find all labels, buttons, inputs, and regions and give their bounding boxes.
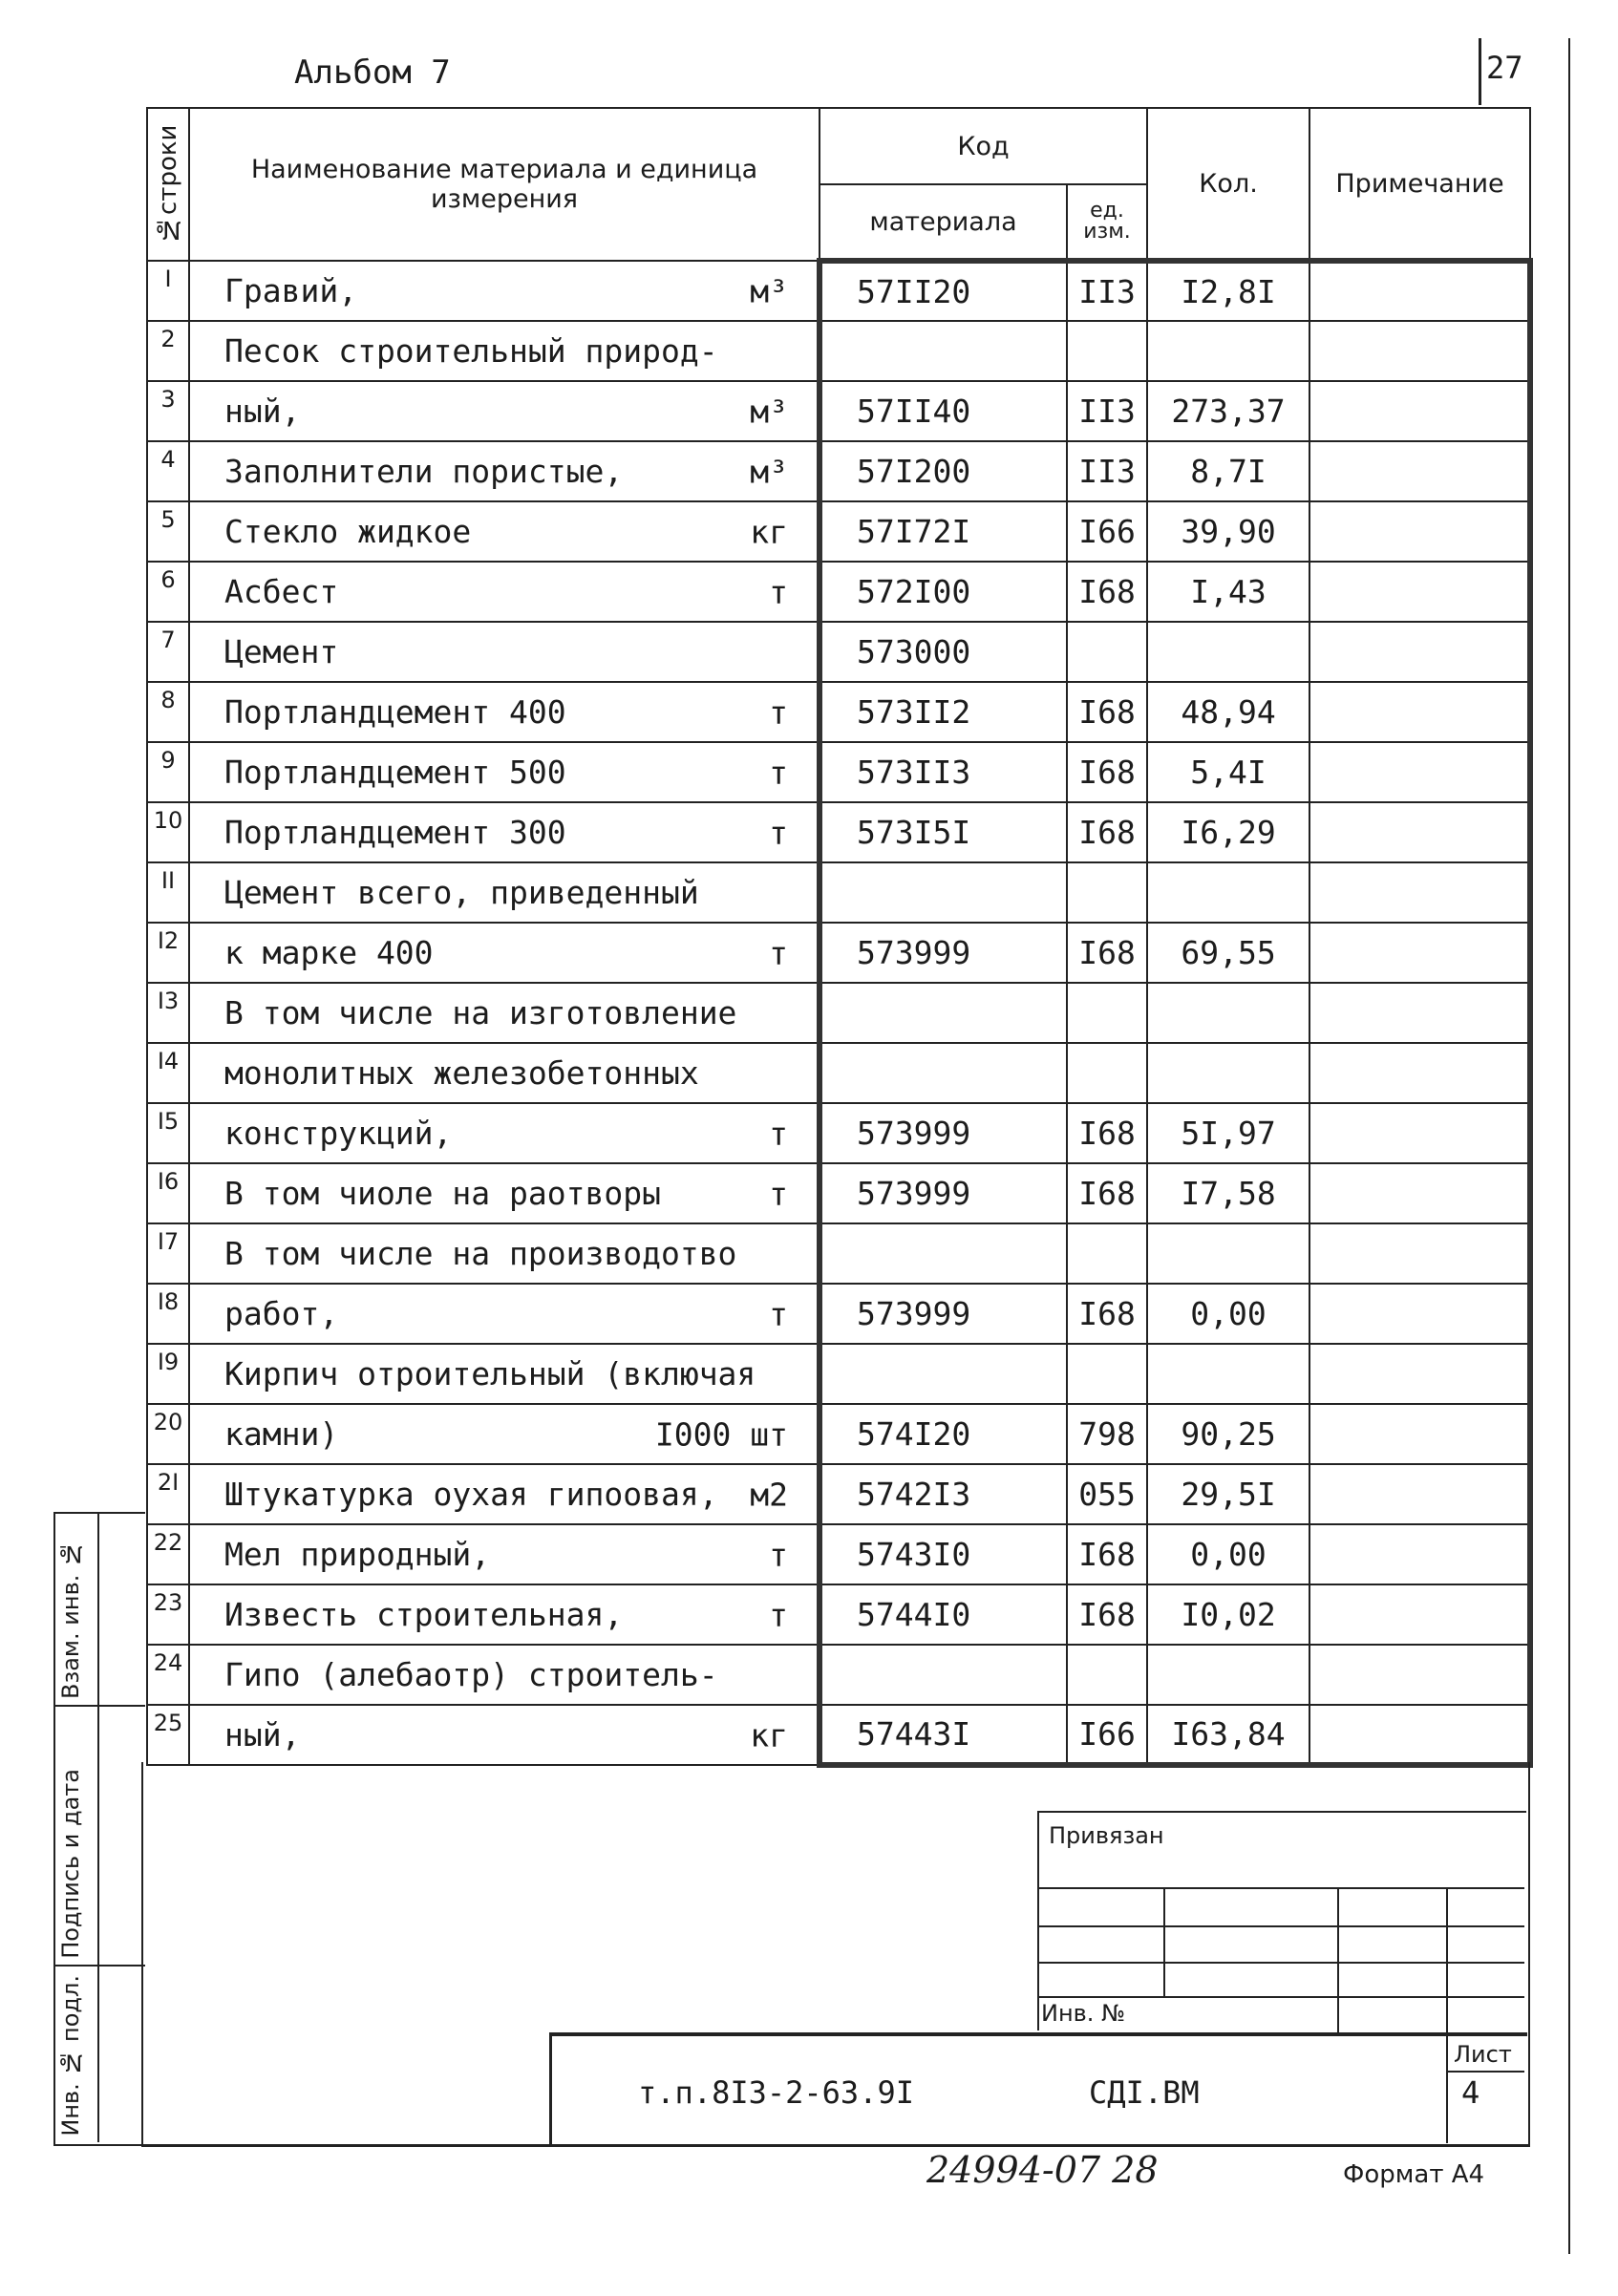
unit-code xyxy=(1067,983,1147,1043)
material-name: ный, xyxy=(224,393,301,430)
material-name: Гипо (алебаотр) строитель- xyxy=(224,1656,718,1693)
quantity xyxy=(1147,862,1309,923)
note xyxy=(1309,562,1530,622)
quantity: 90,25 xyxy=(1147,1404,1309,1464)
material-name-cell xyxy=(189,802,820,862)
material-name-cell xyxy=(189,1223,820,1284)
quantity xyxy=(1147,321,1309,381)
material-code: 5742I3 xyxy=(820,1464,1067,1524)
material-name: Песок строительный природ- xyxy=(224,332,718,370)
table-row xyxy=(147,441,1530,501)
quantity: 0,00 xyxy=(1147,1284,1309,1344)
unit-code: II3 xyxy=(1067,381,1147,441)
materials-table-body xyxy=(147,261,1530,1765)
quantity xyxy=(1147,1645,1309,1705)
materials-table xyxy=(146,107,1533,1768)
material-unit: м³ xyxy=(750,272,788,309)
stamp-signature-date xyxy=(55,1705,145,1966)
unit-code: I68 xyxy=(1067,1103,1147,1163)
quantity: I0,02 xyxy=(1147,1584,1309,1645)
stamp-signature-date-label: Подпись и дата xyxy=(57,1769,84,1959)
unit-code: I68 xyxy=(1067,923,1147,983)
note xyxy=(1309,1163,1530,1223)
row-number: I5 xyxy=(147,1103,189,1163)
material-name-cell xyxy=(189,501,820,562)
material-unit: т xyxy=(769,1536,788,1573)
table-row xyxy=(147,381,1530,441)
table-row xyxy=(147,1043,1530,1103)
material-code xyxy=(820,1223,1067,1284)
quantity: 5,4I xyxy=(1147,742,1309,802)
material-name-cell xyxy=(189,321,820,381)
material-name-cell xyxy=(189,562,820,622)
table-row xyxy=(147,1344,1530,1404)
row-number: I3 xyxy=(147,983,189,1043)
material-unit: т xyxy=(769,814,788,851)
material-code: 5744I0 xyxy=(820,1584,1067,1645)
material-name-cell xyxy=(189,1705,820,1765)
unit-code xyxy=(1067,1645,1147,1705)
stamp-replace-inv xyxy=(55,1514,145,1707)
material-name: Цемент xyxy=(224,633,339,670)
unit-code: II3 xyxy=(1067,261,1147,321)
row-number: 8 xyxy=(147,682,189,742)
stamp-inv-original xyxy=(55,1965,145,2142)
attachment-line xyxy=(1037,1925,1524,1927)
document-code: т.п.8I3-2-63.9I xyxy=(638,2074,914,2111)
attachment-divider xyxy=(1163,1887,1165,1996)
row-number: 25 xyxy=(147,1705,189,1765)
material-name-cell xyxy=(189,923,820,983)
material-name-cell xyxy=(189,862,820,923)
unit-code xyxy=(1067,862,1147,923)
note xyxy=(1309,261,1530,321)
unit-code: 798 xyxy=(1067,1404,1147,1464)
table-row xyxy=(147,1464,1530,1524)
table-row xyxy=(147,1404,1530,1464)
note xyxy=(1309,1464,1530,1524)
material-name-cell xyxy=(189,983,820,1043)
material-code xyxy=(820,1344,1067,1404)
material-code: 573I5I xyxy=(820,802,1067,862)
material-name-cell xyxy=(189,1043,820,1103)
material-code xyxy=(820,1043,1067,1103)
note xyxy=(1309,1344,1530,1404)
row-number: I2 xyxy=(147,923,189,983)
sheet-label: Лист xyxy=(1454,2041,1512,2068)
note xyxy=(1309,441,1530,501)
row-number: 2I xyxy=(147,1464,189,1524)
table-row xyxy=(147,1584,1530,1645)
material-name-cell xyxy=(189,1284,820,1344)
material-code: 57443I xyxy=(820,1705,1067,1765)
row-number: 7 xyxy=(147,622,189,682)
quantity: 5I,97 xyxy=(1147,1103,1309,1163)
note xyxy=(1309,1524,1530,1584)
material-name: монолитных железобетонных xyxy=(224,1054,699,1092)
header-note: Примечание xyxy=(1309,108,1530,261)
material-unit: м³ xyxy=(750,453,788,490)
quantity: I,43 xyxy=(1147,562,1309,622)
note xyxy=(1309,1043,1530,1103)
right-margin-line xyxy=(1568,38,1570,2254)
note xyxy=(1309,622,1530,682)
sheet-number: 4 xyxy=(1461,2074,1480,2111)
unit-code: I66 xyxy=(1067,501,1147,562)
unit-code: I68 xyxy=(1067,1524,1147,1584)
table-row xyxy=(147,923,1530,983)
row-number: 23 xyxy=(147,1584,189,1645)
note xyxy=(1309,501,1530,562)
material-unit: т xyxy=(769,934,788,971)
row-number: I7 xyxy=(147,1223,189,1284)
material-code: 57I72I xyxy=(820,501,1067,562)
material-unit: кг xyxy=(750,1716,788,1754)
header-code-unit: ед. изм. xyxy=(1067,184,1147,261)
quantity: 39,90 xyxy=(1147,501,1309,562)
quantity: 273,37 xyxy=(1147,381,1309,441)
material-name-cell xyxy=(189,1645,820,1705)
material-name-cell xyxy=(189,381,820,441)
material-code: 573000 xyxy=(820,622,1067,682)
table-row xyxy=(147,862,1530,923)
table-row xyxy=(147,1524,1530,1584)
row-number: 9 xyxy=(147,742,189,802)
header-code: Код xyxy=(820,108,1147,184)
material-name: В том чиоле на раотворы xyxy=(224,1175,661,1212)
material-name: Стекло жидкое xyxy=(224,513,472,550)
material-code: 5743I0 xyxy=(820,1524,1067,1584)
material-name: Гравий, xyxy=(224,272,358,309)
table-row xyxy=(147,1645,1530,1705)
table-row xyxy=(147,321,1530,381)
header-quantity: Кол. xyxy=(1147,108,1309,261)
quantity xyxy=(1147,983,1309,1043)
row-number: 24 xyxy=(147,1645,189,1705)
row-number: II xyxy=(147,862,189,923)
row-number: 22 xyxy=(147,1524,189,1584)
material-code xyxy=(820,983,1067,1043)
unit-code: I68 xyxy=(1067,1284,1147,1344)
row-number: 5 xyxy=(147,501,189,562)
attachment-line xyxy=(1037,1962,1524,1964)
attachment-divider xyxy=(1446,1887,1448,2032)
material-name-cell xyxy=(189,1163,820,1223)
row-number: I9 xyxy=(147,1344,189,1404)
material-name: конструкций, xyxy=(224,1115,453,1152)
material-name-cell xyxy=(189,682,820,742)
note xyxy=(1309,1404,1530,1464)
material-name-cell xyxy=(189,1524,820,1584)
format-label: Формат А4 xyxy=(1343,2160,1485,2189)
quantity: I63,84 xyxy=(1147,1705,1309,1765)
unit-code: I68 xyxy=(1067,682,1147,742)
material-name-cell xyxy=(189,1584,820,1645)
material-unit: м2 xyxy=(750,1476,788,1513)
attachment-line xyxy=(1037,1996,1524,1998)
table-row xyxy=(147,1705,1530,1765)
material-name-cell xyxy=(189,1103,820,1163)
unit-code: II3 xyxy=(1067,441,1147,501)
material-code: 573II3 xyxy=(820,742,1067,802)
quantity xyxy=(1147,1223,1309,1284)
left-margin-stamp xyxy=(53,1512,145,2146)
material-name: Штукатурка оухая гипоовая, xyxy=(224,1476,718,1513)
material-unit: т xyxy=(769,754,788,791)
material-name: Заполнители пористые, xyxy=(224,453,624,490)
material-name-cell xyxy=(189,622,820,682)
material-code: 57II20 xyxy=(820,261,1067,321)
note xyxy=(1309,321,1530,381)
note xyxy=(1309,1284,1530,1344)
row-number: I4 xyxy=(147,1043,189,1103)
material-name: Портландцемент 500 xyxy=(224,754,566,791)
row-number: I8 xyxy=(147,1284,189,1344)
header-code-material: материала xyxy=(820,184,1067,261)
unit-code: 055 xyxy=(1067,1464,1147,1524)
table-row xyxy=(147,983,1530,1043)
row-number: 10 xyxy=(147,802,189,862)
material-name: ный, xyxy=(224,1716,301,1754)
material-name: Асбест xyxy=(224,573,339,610)
material-unit: кг xyxy=(750,513,788,550)
material-unit: т xyxy=(769,1295,788,1332)
quantity: I6,29 xyxy=(1147,802,1309,862)
quantity: 48,94 xyxy=(1147,682,1309,742)
material-unit: т xyxy=(769,1115,788,1152)
row-number: 2 xyxy=(147,321,189,381)
material-code xyxy=(820,321,1067,381)
unit-code xyxy=(1067,1344,1147,1404)
page-number: 27 xyxy=(1486,50,1523,86)
sheet-divider xyxy=(1446,2032,1448,2143)
material-name: Портландцемент 300 xyxy=(224,814,566,851)
unit-code: I68 xyxy=(1067,562,1147,622)
attachment-line xyxy=(1037,1887,1524,1889)
quantity: I7,58 xyxy=(1147,1163,1309,1223)
material-name: Известь строительная, xyxy=(224,1596,624,1633)
note xyxy=(1309,682,1530,742)
attached-label: Привязан xyxy=(1049,1822,1164,1849)
material-unit: I000 шт xyxy=(654,1415,788,1453)
material-code: 57II40 xyxy=(820,381,1067,441)
row-number: 20 xyxy=(147,1404,189,1464)
material-unit: т xyxy=(769,1175,788,1212)
table-row xyxy=(147,802,1530,862)
material-code: 57I200 xyxy=(820,441,1067,501)
note xyxy=(1309,742,1530,802)
quantity: 8,7I xyxy=(1147,441,1309,501)
material-code: 573999 xyxy=(820,1103,1067,1163)
handwritten-number: 24994-07 28 xyxy=(926,2149,1159,2191)
page-number-divider xyxy=(1479,38,1481,105)
header-material-name: Наименование материала и единица измерения xyxy=(189,108,820,261)
note xyxy=(1309,862,1530,923)
material-unit: т xyxy=(769,573,788,610)
material-name: В том числе на производотво xyxy=(224,1235,737,1272)
material-name: Цемент всего, приведенный xyxy=(224,874,699,911)
table-row xyxy=(147,501,1530,562)
material-name-cell xyxy=(189,261,820,321)
table-row xyxy=(147,1163,1530,1223)
material-code: 573999 xyxy=(820,923,1067,983)
quantity: I2,8I xyxy=(1147,261,1309,321)
table-row xyxy=(147,261,1530,321)
material-name-cell xyxy=(189,1404,820,1464)
material-name: к марке 400 xyxy=(224,934,434,971)
material-name-cell xyxy=(189,1464,820,1524)
quantity: 0,00 xyxy=(1147,1524,1309,1584)
material-code xyxy=(820,862,1067,923)
material-name: Мел природный, xyxy=(224,1536,491,1573)
material-name: Портландцемент 400 xyxy=(224,693,566,731)
unit-code xyxy=(1067,622,1147,682)
material-code: 574I20 xyxy=(820,1404,1067,1464)
note xyxy=(1309,983,1530,1043)
table-row xyxy=(147,622,1530,682)
table-row xyxy=(147,682,1530,742)
note xyxy=(1309,381,1530,441)
material-code xyxy=(820,1645,1067,1705)
stamp-inv-original-label: Инв. № подл. xyxy=(57,1975,84,2137)
inventory-number-label: Инв. № xyxy=(1041,2000,1126,2027)
material-code: 573999 xyxy=(820,1284,1067,1344)
quantity xyxy=(1147,1344,1309,1404)
quantity: 69,55 xyxy=(1147,923,1309,983)
quantity xyxy=(1147,1043,1309,1103)
material-name-cell xyxy=(189,1344,820,1404)
attachment-divider xyxy=(1337,1887,1339,2032)
unit-code: I66 xyxy=(1067,1705,1147,1765)
table-row xyxy=(147,1223,1530,1284)
stamp-replace-inv-label: Взам. инв. № xyxy=(57,1541,84,1699)
material-unit: т xyxy=(769,1596,788,1633)
note xyxy=(1309,923,1530,983)
unit-code: I68 xyxy=(1067,742,1147,802)
album-label: Альбом 7 xyxy=(294,53,451,92)
row-number: I6 xyxy=(147,1163,189,1223)
material-code: 572I00 xyxy=(820,562,1067,622)
note xyxy=(1309,1584,1530,1645)
unit-code xyxy=(1067,1223,1147,1284)
material-name-cell xyxy=(189,441,820,501)
material-code: 573II2 xyxy=(820,682,1067,742)
row-number: 4 xyxy=(147,441,189,501)
table-row xyxy=(147,562,1530,622)
sheet-line xyxy=(1446,2071,1524,2073)
unit-code: I68 xyxy=(1067,802,1147,862)
material-name: камни) xyxy=(224,1415,339,1453)
table-row xyxy=(147,742,1530,802)
note xyxy=(1309,1705,1530,1765)
quantity xyxy=(1147,622,1309,682)
material-unit: т xyxy=(769,693,788,731)
material-name: В том числе на изготовление xyxy=(224,994,737,1031)
document-suffix: СДI.ВМ xyxy=(1089,2074,1200,2111)
table-row xyxy=(147,1284,1530,1344)
quantity: 29,5I xyxy=(1147,1464,1309,1524)
material-code: 573999 xyxy=(820,1163,1067,1223)
unit-code xyxy=(1067,1043,1147,1103)
row-number: 3 xyxy=(147,381,189,441)
material-unit: м³ xyxy=(750,393,788,430)
row-number: I xyxy=(147,261,189,321)
material-name: Кирпич отроительный (включая xyxy=(224,1355,756,1392)
unit-code: I68 xyxy=(1067,1163,1147,1223)
note xyxy=(1309,1103,1530,1163)
material-name: работ, xyxy=(224,1295,339,1332)
unit-code xyxy=(1067,321,1147,381)
note xyxy=(1309,802,1530,862)
unit-code: I68 xyxy=(1067,1584,1147,1645)
note xyxy=(1309,1223,1530,1284)
header-row-number: №строки xyxy=(147,108,189,261)
material-name-cell xyxy=(189,742,820,802)
row-number: 6 xyxy=(147,562,189,622)
table-row xyxy=(147,1103,1530,1163)
note xyxy=(1309,1645,1530,1705)
